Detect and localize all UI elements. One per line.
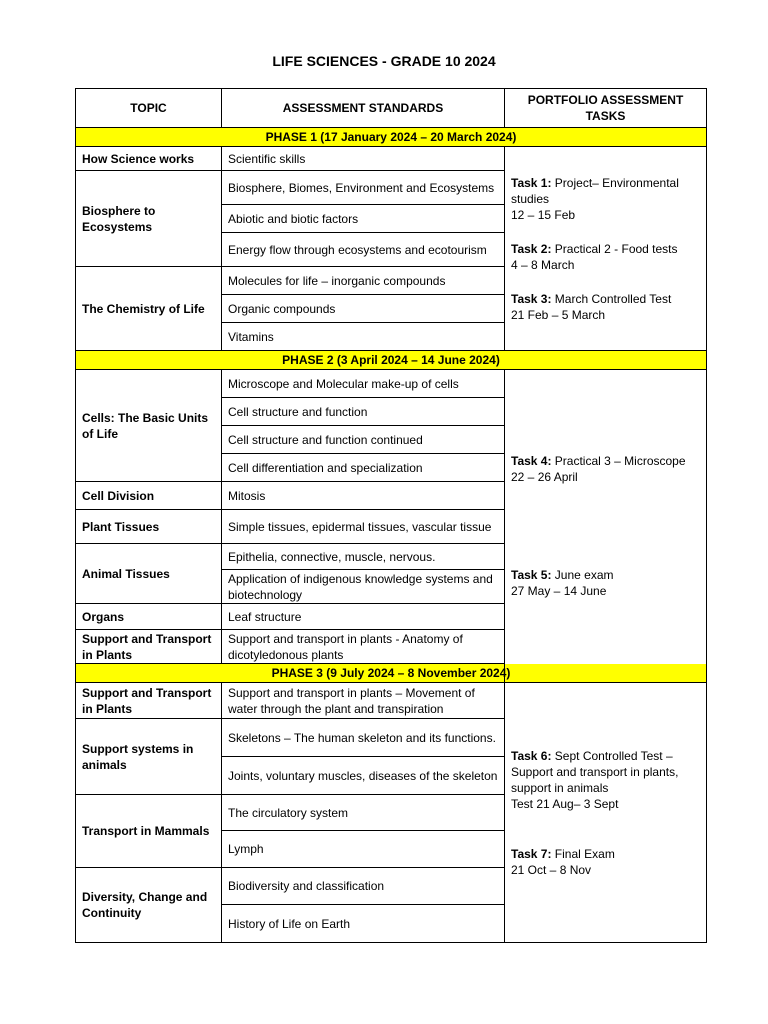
task-4-dates: 22 – 26 April	[511, 470, 578, 484]
topic-cell: Cell Division	[76, 482, 222, 510]
topic-cell: Plant Tissues	[76, 510, 222, 544]
phase-3-label: PHASE 3 (9 July 2024 – 8 November 2024)	[76, 664, 707, 683]
topic-cell: Organs	[76, 604, 222, 630]
standard-cell: Vitamins	[222, 323, 505, 351]
standard-cell: Epithelia, connective, muscle, nervous.	[222, 544, 505, 570]
task-1: Task 1: Project– Environmental studies	[511, 175, 679, 206]
phase-3-row	[76, 664, 707, 683]
standard-cell: Support and transport in plants – Movement of water through the plant and transpiration	[222, 683, 505, 719]
task-4: Task 4: Practical 3 – Microscope	[511, 454, 686, 468]
task-7-dates: 21 Oct – 8 Nov	[511, 862, 592, 877]
task-7: Task 7: Final Exam	[511, 846, 615, 861]
phase-1-row	[76, 128, 707, 147]
standard-cell: Simple tissues, epidermal tissues, vascular tissue	[222, 510, 505, 544]
task-5: Task 5: June exam	[511, 568, 614, 582]
topic-cell: Support systems in animals	[76, 719, 222, 795]
task-3: Task 3: March Controlled Test	[511, 291, 672, 306]
task-3-dates: 21 Feb – 5 March	[511, 307, 606, 322]
standard-cell: Microscope and Molecular make-up of cells	[222, 370, 505, 398]
topic-cell: Cells: The Basic Units of Life	[76, 370, 222, 482]
header-standards: ASSESSMENT STANDARDS	[222, 89, 505, 128]
standard-cell: The circulatory system	[222, 795, 505, 831]
standard-cell: Molecules for life – inorganic compounds	[222, 267, 505, 295]
standard-cell: Abiotic and biotic factors	[222, 205, 505, 233]
header-topic: TOPIC	[76, 89, 222, 128]
phase-1-tasks	[505, 147, 707, 351]
table-row	[76, 147, 707, 171]
assessment-table	[75, 88, 707, 943]
table-row	[76, 370, 707, 398]
topic-cell: Transport in Mammals	[76, 795, 222, 868]
standard-cell: Biosphere, Biomes, Environment and Ecosystems	[222, 171, 505, 205]
standard-cell: Organic compounds	[222, 295, 505, 323]
topic-cell: Animal Tissues	[76, 544, 222, 604]
standard-cell: Application of indigenous knowledge systems and biotechnology	[222, 570, 505, 604]
standard-cell: Joints, voluntary muscles, diseases of the skeleton	[222, 757, 505, 795]
phase-1-label: PHASE 1 (17 January 2024 – 20 March 2024)	[76, 128, 707, 147]
phase-3-tasks	[505, 683, 707, 943]
standard-cell: Biodiversity and classification	[222, 868, 505, 905]
standard-cell: Lymph	[222, 831, 505, 868]
standard-cell: History of Life on Earth	[222, 905, 505, 943]
standard-cell: Leaf structure	[222, 604, 505, 630]
task-1-dates: 12 – 15 Feb	[511, 207, 576, 222]
standard-cell: Support and transport in plants - Anatomy of dicotyledonous plants	[222, 630, 505, 664]
task-5-dates: 27 May – 14 June	[511, 584, 607, 598]
table-row	[76, 683, 707, 719]
topic-cell: Diversity, Change and Continuity	[76, 868, 222, 943]
header-portfolio: PORTFOLIO ASSESSMENT TASKS	[505, 89, 707, 128]
phase-2-label: PHASE 2 (3 April 2024 – 14 June 2024)	[76, 351, 707, 370]
phase-2-row	[76, 351, 707, 370]
standard-cell: Scientific skills	[222, 147, 505, 171]
task-2: Task 2: Practical 2 - Food tests	[511, 241, 678, 256]
topic-cell: How Science works	[76, 147, 222, 171]
standard-cell: Energy flow through ecosystems and ecotourism	[222, 233, 505, 267]
standard-cell: Skeletons – The human skeleton and its functions.	[222, 719, 505, 757]
topic-cell: Support and Transport in Plants	[76, 683, 222, 719]
phase-2-tasks	[505, 370, 707, 683]
document-title: LIFE SCIENCES - GRADE 10 2024	[272, 53, 496, 69]
standard-cell: Mitosis	[222, 482, 505, 510]
topic-cell: The Chemistry of Life	[76, 267, 222, 351]
topic-cell: Biosphere to Ecosystems	[76, 171, 222, 267]
task-6-dates: Test 21 Aug– 3 Sept	[511, 796, 619, 811]
header-row	[76, 89, 707, 128]
task-2-dates: 4 – 8 March	[511, 257, 575, 272]
standard-cell: Cell differentiation and specialization	[222, 454, 505, 482]
standard-cell: Cell structure and function	[222, 398, 505, 426]
task-6: Task 6: Sept Controlled Test – Support and transport in plants, support in animals	[511, 748, 679, 795]
standard-cell: Cell structure and function continued	[222, 426, 505, 454]
topic-cell: Support and Transport in Plants	[76, 630, 222, 664]
